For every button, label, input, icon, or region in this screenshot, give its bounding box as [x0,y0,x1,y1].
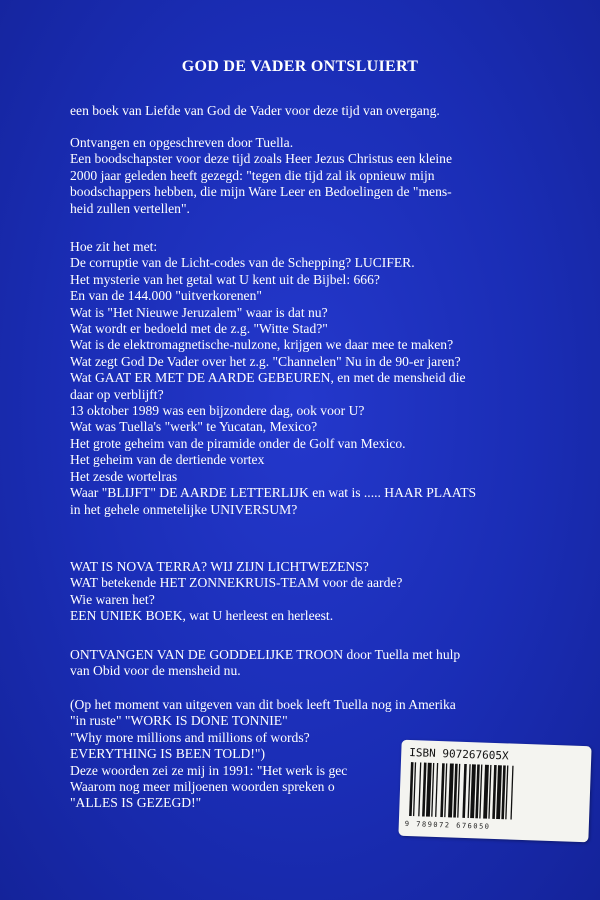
barcode-sticker [398,740,591,843]
question-line: En van de 144.000 "uitverkorenen" [70,288,262,304]
barcode-bar [462,764,466,818]
received-line: boodschappers hebben, die mijn Ware Leer en Bedoelingen de "mens- [70,184,452,200]
barcode-bar [470,764,476,818]
barcode-bar [492,765,496,819]
closing-line: "Why more millions and millions of words? [70,729,310,745]
intro-paragraph [70,103,560,119]
book-title: GOD DE VADER ONTSLUIERT [181,58,419,75]
received-line: 2000 jaar geleden heeft gezegd: "tegen die tijd zal ik opnieuw mijn [70,167,435,183]
barcode-bar [413,762,416,816]
barcode-bar [418,762,421,816]
question-line: Het mysterie van het getal wat U kent uit de Bijbel: 666? [70,271,380,287]
barcode-bar [440,763,444,817]
received-paragraph [70,135,560,217]
barcode-bar [510,766,513,820]
barcode-bar [479,764,482,818]
barcode-bar [483,765,489,819]
barcode-bar [505,765,508,819]
question-line: Het grote geheim van de piramide onder de Golf van Mexico. [70,435,406,451]
closing-line: EVERYTHING IS BEEN TOLD!") [70,746,265,762]
barcode-bar [457,764,460,818]
question-line: Waar "BLIJFT" DE AARDE LETTERLIJK en wat is ..... HAAR PLAATS [70,485,477,501]
closing-line: Waarom nog meer miljoenen woorden spreken o [70,779,335,795]
barcode-digits: 9 789072 676050 [404,819,491,831]
intro-line: een boek van Liefde van God de Vader voor deze tijd van overgang. [70,103,440,118]
nova-line: WAT betekende HET ZONNEKRUIS-TEAM voor de aarde? [70,575,403,591]
received-line: Een boodschapster voor deze tijd zoals Heer Jezus Christus een kleine [70,151,453,167]
received-line: Ontvangen en opgeschreven door Tuella. [70,135,294,150]
troon-paragraph [70,647,560,680]
question-line: Wat wordt er bedoeld met de z.g. "Witte Stad?" [70,321,328,337]
barcode-bar [435,763,438,817]
isbn-label: ISBN 907267605X [409,745,509,763]
question-line: 13 oktober 1989 was een bijzondere dag, ook voor U? [70,403,365,419]
barcode-bar [496,765,502,819]
barcode-bar [453,764,457,818]
barcode-bar [431,763,434,817]
closing-line: "in ruste" "WORK IS DONE TONNIE" [70,713,288,729]
barcode-bar [501,765,505,819]
barcode-bar [468,764,471,818]
barcode-bar [488,765,491,819]
question-line: in het gehele onmetelijke UNIVERSUM? [70,501,298,517]
barcode-bar [409,762,413,816]
question-line: Wat was Tuella's "werk" te Yucatan, Mexico? [70,419,318,435]
question-line: De corruptie van de Licht-codes van de Schepping? LUCIFER. [70,255,415,271]
question-line: daar op verblijft? [70,386,164,402]
nova-paragraph [70,559,560,625]
closing-line: (Op het moment van uitgeven van dit boek leeft Tuella nog in Amerika [70,697,456,712]
nova-line: WAT IS NOVA TERRA? WIJ ZIJN LICHTWEZENS? [70,559,369,574]
question-line: Het geheim van de dertiende vortex [70,452,265,468]
barcode-bar [444,763,447,817]
question-line: Het zesde wortelras [70,468,178,484]
question-line: Wat is de elektromagnetische-nulzone, krijgen we daar mee te maken? [70,337,454,353]
nova-line: Wie waren het? [70,591,155,607]
closing-line: Deze woorden zei ze mij in 1991: "Het werk is gec [70,762,348,778]
question-line: Wat zegt God De Vader over het z.g. "Channelen" Nu in de 90-er jaren? [70,353,461,369]
barcode-bar [448,763,454,817]
troon-line: van Obid voor de mensheid nu. [70,663,241,679]
barcode-bar [475,764,479,818]
received-line: heid zullen vertellen". [70,200,190,216]
closing-line: "ALLES IS GEZEGD!" [70,795,202,811]
question-line: Wat GAAT ER MET DE AARDE GEBEUREN, en met de mensheid die [70,370,466,386]
question-line: Hoe zit het met: [70,239,158,254]
troon-line: ONTVANGEN VAN DE GODDELIJKE TROON door Tuella met hulp [70,647,461,662]
barcode-bars [407,762,583,822]
barcode-bar [422,763,426,817]
question-line: Wat is "Het Nieuwe Jeruzalem" waar is dat nu? [70,304,328,320]
nova-line: EEN UNIEK BOEK, wat U herleest en herleest. [70,608,334,624]
questions-paragraph [70,239,560,518]
barcode-bar [426,763,432,817]
